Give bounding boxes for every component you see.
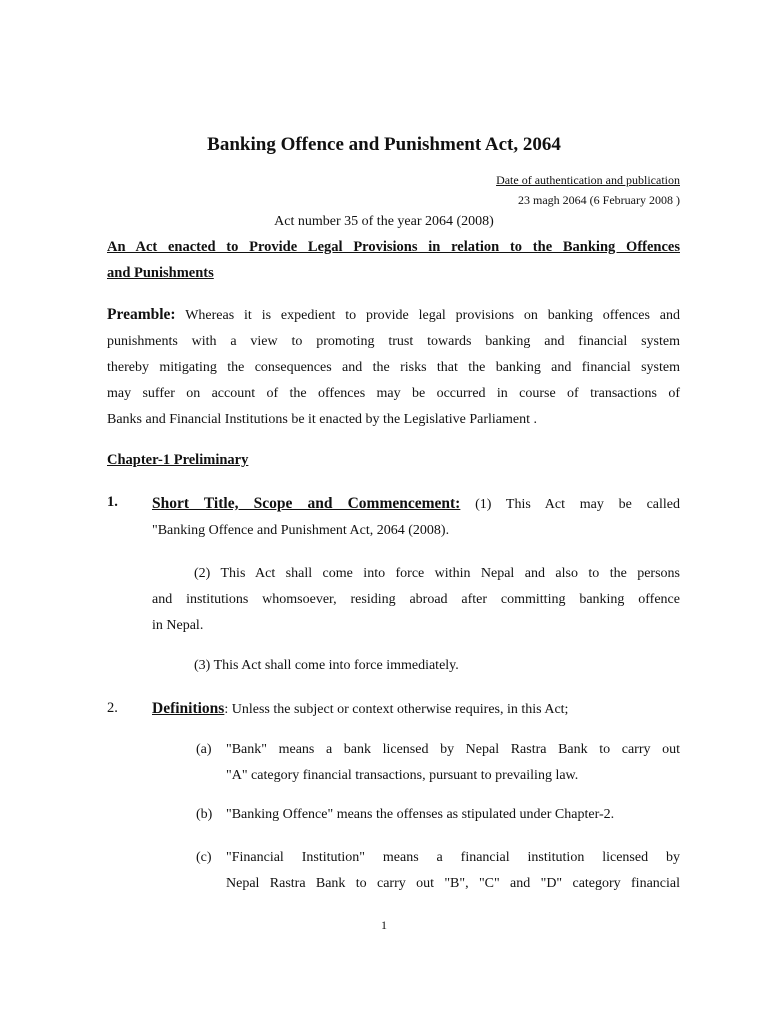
section-1-sub-2-line: and institutions whomsoever, residing abroad after committing banking offence	[152, 592, 680, 607]
definition-text: "A" category financial transactions, pursuant to prevailing law.	[226, 768, 579, 783]
definition-item-a	[196, 737, 680, 789]
section-2-text: : Unless the subject or context otherwise requires, in this Act;	[224, 702, 569, 717]
chapter-heading: Chapter-1 Preliminary	[107, 452, 249, 468]
preamble	[107, 302, 680, 433]
preamble-line: punishments with a view to promoting trust towards banking and financial system	[107, 334, 680, 349]
section-1-sub-2-line: in Nepal.	[152, 618, 204, 633]
date-value: 23 magh 2064 (6 February 2008 )	[518, 193, 680, 207]
document-title: Banking Offence and Punishment Act, 2064	[207, 134, 561, 155]
page-number: 1	[381, 918, 387, 932]
section-2-body	[152, 696, 680, 723]
preamble-line	[107, 302, 680, 329]
section-1-sub-3	[152, 653, 680, 679]
act-heading	[107, 234, 680, 286]
definition-text: Nepal Rastra Bank to carry out "B", "C" and "D" category financial	[226, 876, 680, 891]
definition-text: "Bank" means a bank licensed by Nepal Rastra Bank to carry out	[226, 742, 680, 757]
definition-text: "Banking Offence" means the offenses as stipulated under Chapter-2.	[226, 807, 615, 822]
preamble-line: Banks and Financial Institutions be it enacted by the Legislative Parliament .	[107, 412, 538, 427]
section-1-sub-2	[152, 561, 680, 639]
section-1-line	[152, 491, 680, 518]
section-1-line: "Banking Offence and Punishment Act, 2064 (2008).	[152, 523, 450, 538]
preamble-text: Whereas it is expedient to provide legal provisions on banking offences and	[185, 308, 680, 323]
section-1-sub-2-line: (2) This Act shall come into force within Nepal and also to the persons	[194, 566, 680, 581]
act-number: Act number 35 of the year 2064 (2008)	[274, 214, 494, 229]
preamble-line: thereby mitigating the consequences and the risks that the banking and financial system	[107, 360, 680, 375]
section-2-title: Definitions	[152, 700, 225, 717]
section-2-number: 2.	[107, 700, 118, 716]
definition-label: (c)	[196, 850, 212, 865]
section-1-body	[152, 491, 680, 544]
definition-label: (a)	[196, 742, 212, 757]
act-heading-line: An Act enacted to Provide Legal Provisions in relation to the Banking Offences	[107, 239, 680, 255]
definition-item-c	[196, 845, 680, 897]
section-1-text: (1) This Act may be called	[460, 497, 681, 512]
section-1-sub-3-text: (3) This Act shall come into force immediately.	[194, 658, 459, 673]
definition-item-b	[196, 802, 680, 828]
definition-label: (b)	[196, 807, 213, 822]
act-heading-line: and Punishments	[107, 265, 214, 281]
section-1-title: Short Title, Scope and Commencement:	[152, 495, 461, 512]
preamble-line: may suffer on account of the offences may be occurred in course of transactions of	[107, 386, 680, 401]
preamble-label: Preamble:	[107, 306, 176, 323]
date-caption: Date of authentication and publication	[496, 173, 680, 187]
definition-text: "Financial Institution" means a financial institution licensed by	[226, 850, 680, 865]
section-1-number: 1.	[107, 494, 118, 510]
